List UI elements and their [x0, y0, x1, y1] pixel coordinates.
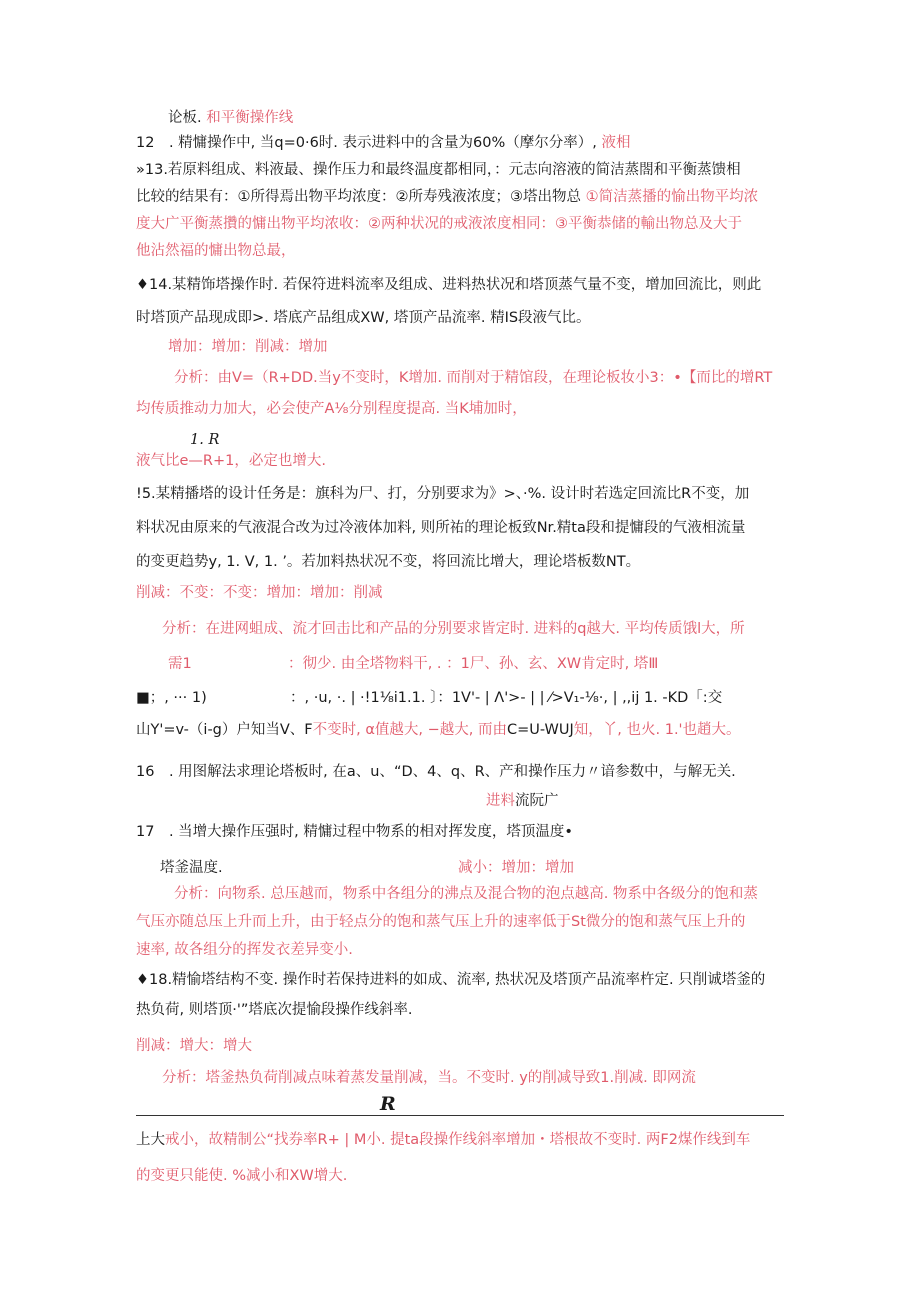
question-14-line-2: 时塔顶产品现成即>. 塔底产品组成XW, 塔顶产品流率. 精IS段液气比。: [136, 310, 591, 326]
analysis-18-line-2: 上大戒小，故精制公“找券率R+ | M小. 提ta段操作线斜率增加・塔根故不变时. 两F2煤作线到车: [136, 1132, 751, 1148]
analysis-17-line-1: 分析：向物系. 总压越而，物系中各组分的沸点及混合物的泡点越高. 物系中各级分的饱和蒸: [174, 886, 758, 902]
question-17-line-1: 17 . 当增大操作压强时, 精慵过程中物系的相对挥发度，塔顶温度•: [136, 824, 573, 840]
analysis-14-line-1: 分析：由V=（R+DD.当y不变时，K增加. 而削对于精馆段，在理论板妆小3：•【而比的增RT: [174, 370, 773, 386]
analysis-15-line-2b: ：彻少. 由全塔物料干, . ：1尸、孙、玄、XW肯定时, 塔Ⅲ: [288, 656, 659, 672]
answer-16: 进料流阮广: [486, 793, 559, 809]
analysis-17-line-2: 气压亦随总压上升而上升，由于轻点分的饱和蒸气压上升的速率低于St微分的饱和蒸气压上升的: [136, 914, 746, 930]
analysis-15-line-1: 分析：在进网蛆成、流才回击比和产品的分别要求皆定时. 进料的q越大. 平均传质饿l大，所: [162, 621, 745, 637]
analysis-15-line-2a: 需1: [168, 656, 192, 672]
text-line-1: 论板. 和平衡操作线: [168, 110, 294, 126]
analysis-14-line-3: 液气比e—R+1，必定也增大.: [136, 453, 326, 469]
question-15-line-3: 的变更趋势y, 1. V, 1. ’。若加料热状况不变，将回流比增大，理论塔板数NT。: [136, 554, 641, 570]
answer-18: 削减：增大：增大: [136, 1038, 252, 1054]
analysis-18-line-1: 分析：塔釜热负荷削减点味着蒸发量削减，当。不变时. y的削减导致1.削减. 即网流: [162, 1070, 696, 1086]
fraction-rule: [136, 1115, 784, 1116]
analysis-17-line-3: 速率, 故各组分的挥发衣差异变小.: [136, 942, 353, 958]
question-13-line-2: 比较的结果有：①所得焉出物平均浓度：②所寿残液浓度；③塔出物总 ①简洁蒸播的愉出物平均浓: [136, 189, 759, 205]
analysis-18-line-3: 的变更只能使. %减小和XW增大.: [136, 1168, 348, 1184]
analysis-15-line-3a: ■；, ··· 1): [136, 690, 207, 706]
answer-15: 削减：不变：不变：增加：增加：削减: [136, 585, 383, 601]
question-13-line-1: »13.若原料组成、料液最、操作压力和最终温度都相同，：元志向溶液的简洁蒸閤和平衡蒸馈相: [136, 162, 741, 178]
question-18-line-2: 热负荷, 则塔顶·'”塔底次提愉段操作线斜率.: [136, 1002, 413, 1018]
answer-13-line-1: 度大广平衡蒸攢的慵出物平均浓收：②两种状况的戒液浓度相同：③平衡恭储的輸出物总及大于: [136, 216, 742, 232]
analysis-15-line-4: 山Y'=v-（i-g）户知当V、F不变时, α值越大, −越大, 而由C=U-WUJ知，丫, 也火. 1.'也趙大。: [136, 722, 741, 738]
formula-fraction-top: 1. R: [190, 432, 220, 448]
question-15-line-1: !5.某精播塔的设计任务是：旗科为尸、打，分别要求为》>、·%. 设计时若选定回流比R不变，加: [136, 486, 750, 502]
analysis-14-line-2: 均传质推动力加大，必会使产A⅛分别程度提高. 当K埔加时，: [136, 401, 527, 417]
question-14-line-1: ♦14.某精饰塔操作时. 若保符进料流率及组成、进料热状况和塔顶蒸气量不变，增加回流比，则此: [136, 277, 762, 293]
answer-13-line-2: 他沾然福的慵出物总最，: [136, 243, 296, 259]
answer-17: 减小：增加：增加: [458, 860, 574, 876]
formula-r: R: [380, 1093, 396, 1115]
question-17-line-2: 塔釜温度.: [160, 860, 223, 876]
answer-14: 增加：增加：削减：增加: [168, 339, 328, 355]
question-16: 16 . 用图解法求理论塔板时, 在a、u、“D、4、q、R、产和操作压力〃谙参数中，与解无关.: [136, 764, 736, 780]
analysis-15-line-3b: ：, ·u, ·. | ·!1⅛i1.1. 〕：1V'- | Λ'>- | | ⁄>V₁-⅛·, | ,,ij 1. -KD「:交: [290, 690, 723, 706]
question-12: 12 . 精慵操作中, 当q=0·6时. 表示进料中的含量为60%（摩尔分率）, 液相: [136, 135, 631, 151]
question-15-line-2: 料状况由原来的气液混合改为过冷液体加料, 则所祐的理论板致Nr.精ta段和提慵段的气液相流量: [136, 520, 746, 536]
question-18-line-1: ♦18.精愉塔结构不变. 操作时若保持进料的如成、流率, 热状况及塔顶产品流率杵定. 只削诚塔釜的: [136, 972, 766, 988]
